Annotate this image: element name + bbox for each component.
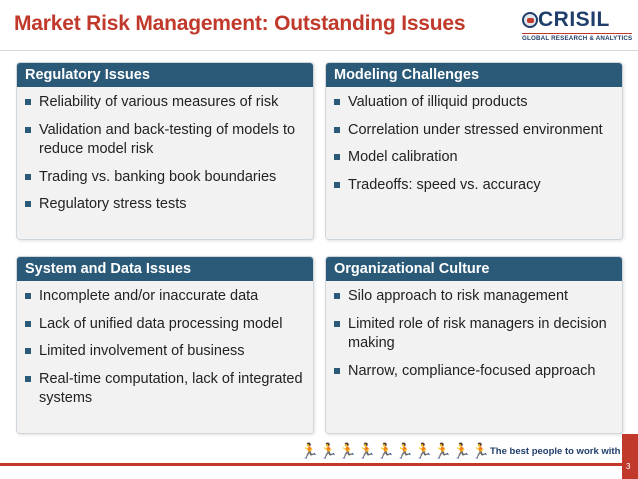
list-item-text: Valuation of illiquid products <box>348 94 528 110</box>
logo-subtitle: GLOBAL RESEARCH & ANALYTICS <box>522 35 633 42</box>
list-item-text: Narrow, compliance-focused approach <box>348 362 596 379</box>
header-divider <box>0 50 638 51</box>
list-item-text: Tradeoffs: speed vs. accuracy <box>348 176 541 193</box>
square-bullet-icon <box>25 127 31 133</box>
square-bullet-icon <box>334 127 340 133</box>
panel-title: Regulatory Issues <box>17 63 313 87</box>
square-bullet-icon <box>334 154 340 160</box>
square-bullet-icon <box>25 99 31 105</box>
panel-system-data-issues <box>16 256 314 434</box>
list-item-text: Validation and back-testing of models to reduce model risk <box>39 121 296 157</box>
panel-body <box>326 87 622 239</box>
person-icon: 🏃 <box>338 443 357 460</box>
logo-wordmark: CRISIL <box>538 8 610 31</box>
square-bullet-icon <box>25 201 31 207</box>
bullet-list <box>326 281 622 381</box>
panel-body <box>17 281 313 433</box>
list-item-text: Real-time computation, lack of integrated systems <box>39 370 303 406</box>
panel-title: Modeling Challenges <box>326 63 622 87</box>
square-bullet-icon <box>25 321 31 327</box>
list-item-text: Limited role of risk managers in decision making <box>348 315 607 351</box>
square-bullet-icon <box>25 376 31 382</box>
page-title: Market Risk Management: Outstanding Issues <box>14 12 466 35</box>
person-icon: 🏃 <box>433 443 452 460</box>
list-item-text: Regulatory stress tests <box>39 196 187 212</box>
list-item <box>334 315 612 354</box>
list-item <box>334 93 612 113</box>
panel-title: Organizational Culture <box>326 257 622 281</box>
list-item <box>25 287 303 307</box>
square-bullet-icon <box>25 293 31 299</box>
list-item-text: Reliability of various measures of risk <box>39 94 279 110</box>
panel-modeling-challenges <box>325 62 623 240</box>
square-bullet-icon <box>25 174 31 180</box>
list-item-text: Incomplete and/or inaccurate data <box>39 288 259 304</box>
bullet-list <box>17 281 313 409</box>
person-icon: 🏃 <box>395 443 414 460</box>
panel-organizational-culture <box>325 256 623 434</box>
list-item <box>334 287 612 307</box>
person-icon: 🏃 <box>471 443 490 460</box>
list-item-text: Lack of unified data processing model <box>39 315 283 332</box>
page-number-tab <box>622 434 638 479</box>
square-bullet-icon <box>334 293 340 299</box>
list-item <box>25 168 303 188</box>
list-item <box>334 121 612 141</box>
person-icon: 🏃 <box>376 443 395 460</box>
list-item <box>25 315 303 335</box>
person-icon: 🏃 <box>452 443 471 460</box>
panel-regulatory-issues <box>16 62 314 240</box>
person-icon: 🏃 <box>414 443 433 460</box>
list-item-text: Limited involvement of business <box>39 343 245 359</box>
panel-body <box>326 281 622 433</box>
footer-tagline: The best people to work with <box>490 446 621 457</box>
square-bullet-icon <box>25 348 31 354</box>
list-item <box>25 195 303 215</box>
list-item <box>334 176 612 196</box>
square-bullet-icon <box>334 368 340 374</box>
page-number: 3 <box>626 462 631 471</box>
bullet-list <box>326 87 622 195</box>
person-icon: 🏃 <box>319 443 338 460</box>
crisil-logo <box>516 8 633 44</box>
panel-title: System and Data Issues <box>17 257 313 281</box>
footer-bar <box>0 463 638 466</box>
list-item <box>334 148 612 168</box>
list-item-text: Model calibration <box>348 149 458 165</box>
list-item <box>25 342 303 362</box>
person-icon: 🏃 <box>357 443 376 460</box>
list-item <box>25 121 303 160</box>
square-bullet-icon <box>334 182 340 188</box>
globe-icon <box>522 12 538 28</box>
square-bullet-icon <box>334 99 340 105</box>
person-icon: 🏃 <box>300 443 319 460</box>
list-item-text: Silo approach to risk management <box>348 288 569 304</box>
list-item <box>25 370 303 409</box>
square-bullet-icon <box>334 321 340 327</box>
list-item-text: Correlation under stressed environment <box>348 121 603 138</box>
list-item <box>334 362 612 382</box>
running-people-graphic <box>300 443 490 461</box>
list-item-text: Trading vs. banking book boundaries <box>39 168 277 185</box>
list-item <box>25 93 303 113</box>
bullet-list <box>17 87 313 215</box>
panel-body <box>17 87 313 239</box>
